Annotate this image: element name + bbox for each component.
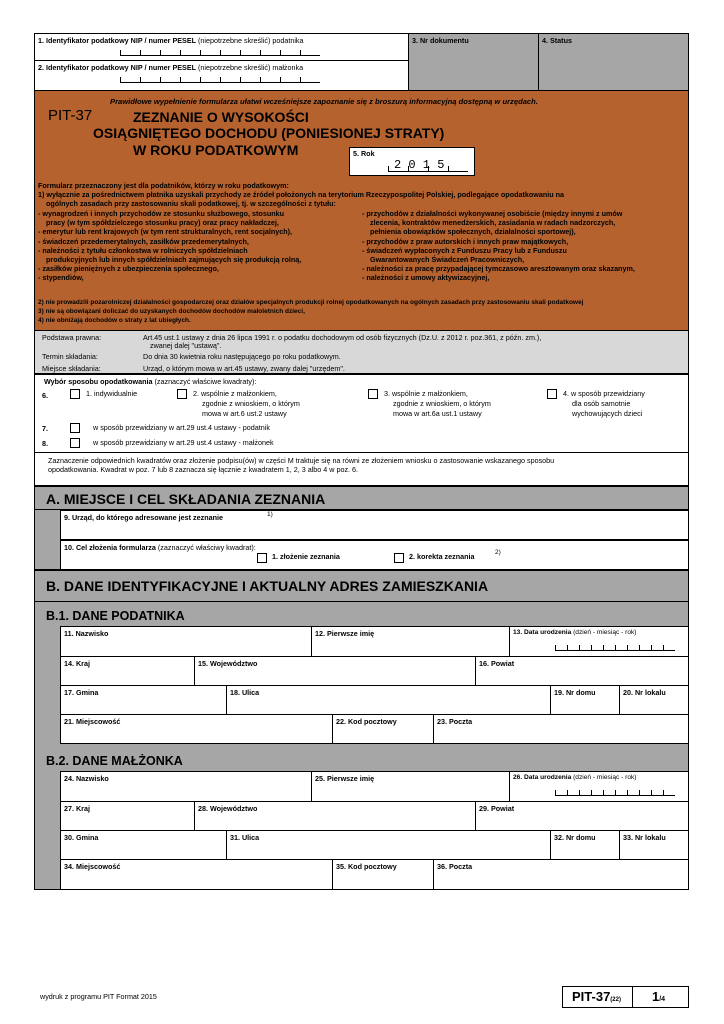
form-title-line3: W ROKU PODATKOWYM (133, 142, 299, 158)
opt8-label: w sposób przewidziany w art.29 ust.4 ustawy - małżonek (93, 438, 274, 447)
cond2: 2) nie prowadzili pozarolniczej działalności gospodarczej oraz działów specjalnych produkcji rolnej opodatkowanych na ogólnych zasadach przy zastosowaniu skali podatkowej (38, 299, 584, 306)
row8-label: 8. (42, 439, 48, 448)
opt3-checkbox[interactable] (368, 389, 378, 399)
row7-label: 7. (42, 424, 48, 433)
opt2-checkbox[interactable] (177, 389, 187, 399)
f20-label: 20. Nr lokalu (623, 688, 666, 697)
f21-label: 21. Miejscowość (64, 717, 121, 726)
opt8-checkbox[interactable] (70, 438, 80, 448)
f13-label: 13. Data urodzenia (dzień - miesiąc - rok) (513, 629, 637, 636)
f18-field[interactable] (226, 685, 551, 715)
place-text: Urząd, o którym mowa w art.45 ustawy, zwany dalej "urzędem". (143, 364, 345, 373)
place-label: Miejsce składania: (42, 364, 101, 373)
correction-label: 2. korekta zeznania (409, 552, 475, 561)
page-number: 1/4 (652, 989, 666, 1004)
printed-by: wydruk z programu PIT Format 2015 (40, 992, 157, 1001)
form-code: PIT-37 (48, 107, 93, 124)
year-field[interactable]: 5. Rok 2 0 1 5 (349, 147, 475, 176)
section-a-title: A. MIEJSCE I CEL SKŁADANIA ZEZNANIA (46, 491, 326, 507)
f19-label: 19. Nr domu (554, 688, 596, 697)
correction-footnote: 2) (495, 549, 501, 556)
f13-ticks (555, 645, 675, 651)
form-title-line1: ZEZNANIE O WYSOKOŚCI (133, 109, 309, 125)
f11-label: 11. Nazwisko (64, 629, 109, 638)
f30-label: 30. Gmina (64, 833, 99, 842)
f22-label: 22. Kod pocztowy (336, 717, 397, 726)
f10-label: 10. Cel złożenia formularza (zaznaczyć właściwy kwadrat): (64, 543, 256, 552)
f33-label: 33. Nr lokalu (623, 833, 666, 842)
opt2-label: 2. wspólnie z małżonkiem, zgodnie z wnioskiem, o którym mowa w art.6 ust.2 ustawy (193, 389, 300, 418)
b1-margin (34, 626, 60, 744)
taxation-title: Wybór sposobu opodatkowania (zaznaczyć właściwe kwadraty): (44, 377, 257, 386)
intended-for: Formularz przeznaczony jest dla podatników, którzy w roku podatkowym: (38, 181, 289, 190)
f26-ticks (555, 790, 675, 796)
f4-label: 4. Status (542, 36, 572, 45)
f18-label: 18. Ulica (230, 688, 260, 697)
f15-label: 15. Województwo (198, 659, 258, 668)
section-b-title: B. DANE IDENTYFIKACYJNE I AKTUALNY ADRES ZAMIESZKANIA (46, 578, 489, 594)
f29-label: 29. Powiat (479, 804, 515, 813)
f14-label: 14. Kraj (64, 659, 90, 668)
left-items-list: - wynagrodzeń i innych przychodów ze stosunku służbowego, stosunku pracy (w tym spółdzielczego stosunku pracy) oraz pracy nakładczej, - emerytur lub rent krajowych (w tym rent strukturalnych, rent socjalnych), - świadczeń przedemerytalnych, zasiłków przedemerytalnych, - należności z tytułu członkostwa w rolniczych spółdzielniach produkcyjnych lub innych spółdzielniach zajmujących się produkcją rolną, - zasiłków pieniężnych z ubezpieczenia społecznego, - stypendiów, (38, 209, 302, 283)
info-line1: Zaznaczenie odpowiednich kwadratów oraz złożenie podpisu(ów) w części M traktuje się na równi ze złożeniem wniosku o zastosowanie wskazanego sposobu (48, 456, 555, 465)
right-items-list: - przychodów z działalności wykonywanej osobiście (między innymi z umów zlecenia, kontraktów menedżerskich, zasiadania w radach nadzorczych, pełnienia obowiązków społecznych, działalności sportowej), - przychodów z praw autorskich i innych praw majątkowych, - świadczeń wypłaconych z Funduszu Pracy lub z Funduszu Gwarantowanych Świadczeń Pracowniczych, - należności za pracę przypadającej tymczasowo aresztowanym oraz skazanym, - należności z umowy aktywizacyjnej, (362, 209, 635, 283)
opt1-checkbox[interactable] (70, 389, 80, 399)
opt4-checkbox[interactable] (547, 389, 557, 399)
f35-label: 35. Kod pocztowy (336, 862, 397, 871)
f16-label: 16. Powiat (479, 659, 515, 668)
b2-title: B.2. DANE MAŁŻONKA (46, 754, 183, 768)
nip-input-taxpayer[interactable] (120, 50, 320, 56)
opt4-label: 4. w sposób przewidziany dla osób samotnie wychowujących dzieci (563, 389, 645, 418)
f27-label: 27. Kraj (64, 804, 90, 813)
cond4: 4) nie obniżają dochodów o straty z lat ubiegłych. (38, 317, 191, 324)
basis-text1: Art.45 ust.1 ustawy z dnia 26 lipca 1991 r. o podatku dochodowym od osób fizycznych (Dz.U. z 2012 r. poz.361, z późn. zm.), (143, 333, 542, 342)
f32-label: 32. Nr domu (554, 833, 596, 842)
deadline-label: Termin składania: (42, 352, 98, 361)
opt7-checkbox[interactable] (70, 423, 80, 433)
submit-label: 1. złożenie zeznania (272, 552, 340, 561)
basis-text2: zwanej dalej "ustawą". (150, 341, 222, 350)
nip-input-spouse[interactable] (120, 77, 320, 83)
f26-label: 26. Data urodzenia (dzień - miesiąc - rok) (513, 774, 637, 781)
f31-label: 31. Ulica (230, 833, 260, 842)
f31-field[interactable] (226, 830, 551, 860)
f36-label: 36. Poczta (437, 862, 473, 871)
year-value: 2 0 1 5 (394, 158, 445, 172)
f24-label: 24. Nazwisko (64, 774, 109, 783)
form-title-line2: OSIĄGNIĘTEGO DOCHODU (PONIESIONEJ STRATY) (93, 125, 445, 141)
f3-label: 3. Nr dokumentu (412, 36, 469, 45)
f34-label: 34. Miejscowość (64, 862, 121, 871)
row6-label: 6. (42, 391, 48, 400)
b2-margin (34, 772, 60, 890)
basis-label: Podstawa prawna: (42, 333, 102, 342)
b1-title: B.1. DANE PODATNIKA (46, 609, 185, 623)
f12-label: 12. Pierwsze imię (315, 629, 375, 638)
submit-checkbox[interactable] (257, 553, 267, 563)
f23-label: 23. Poczta (437, 717, 473, 726)
f1-label: 1. Identyfikator podatkowy NIP / numer PESEL (niepotrzebne skreślić) podatnika (38, 36, 304, 45)
f9-footnote: 1) (267, 511, 273, 518)
cond1a: 1) wyłącznie za pośrednictwem płatnika uzyskali przychody ze źródeł położonych na terytorium Rzeczypospolitej Polskiej, podlegające opodatkowaniu na (38, 190, 565, 199)
cond3: 3) nie są obowiązani doliczać do uzyskanych dochodów dochodów małoletnich dzieci, (38, 308, 305, 315)
section-a-margin (34, 510, 60, 570)
opt7-label: w sposób przewidziany w art.29 ust.4 ustawy - podatnik (93, 423, 270, 432)
f25-label: 25. Pierwsze imię (315, 774, 375, 783)
f28-label: 28. Województwo (198, 804, 258, 813)
f2-label: 2. Identyfikator podatkowy NIP / numer PESEL (niepotrzebne skreślić) małżonka (38, 63, 304, 72)
correction-checkbox[interactable] (394, 553, 404, 563)
guidance-text: Prawidłowe wypełnienie formularza ułatwi wcześniejsze zapoznanie się z broszurą informacyjną dostępną w urzędach. (110, 97, 538, 106)
f17-label: 17. Gmina (64, 688, 99, 697)
deadline-text: Do dnia 30 kwietnia roku następującego po roku podatkowym. (143, 352, 341, 361)
cond1b: ogólnych zasadach przy zastosowaniu skali podatkowej, tj. w szczególności z tytułu: (46, 199, 336, 208)
f9-label: 9. Urząd, do którego adresowane jest zeznanie (64, 513, 223, 522)
opt3-label: 3. wspólnie z małżonkiem, zgodnie z wnioskiem, o którym mowa w art.6a ust.1 ustawy (384, 389, 491, 418)
info-line2: opodatkowania. Kwadrat w poz. 7 lub 8 zaznacza się łącznie z kwadratem 1, 2, 3 albo 4 w poz. 6. (48, 465, 359, 474)
footer-form-code: PIT-37(22) (572, 989, 621, 1004)
opt1-label: 1. indywidualnie (86, 389, 138, 398)
